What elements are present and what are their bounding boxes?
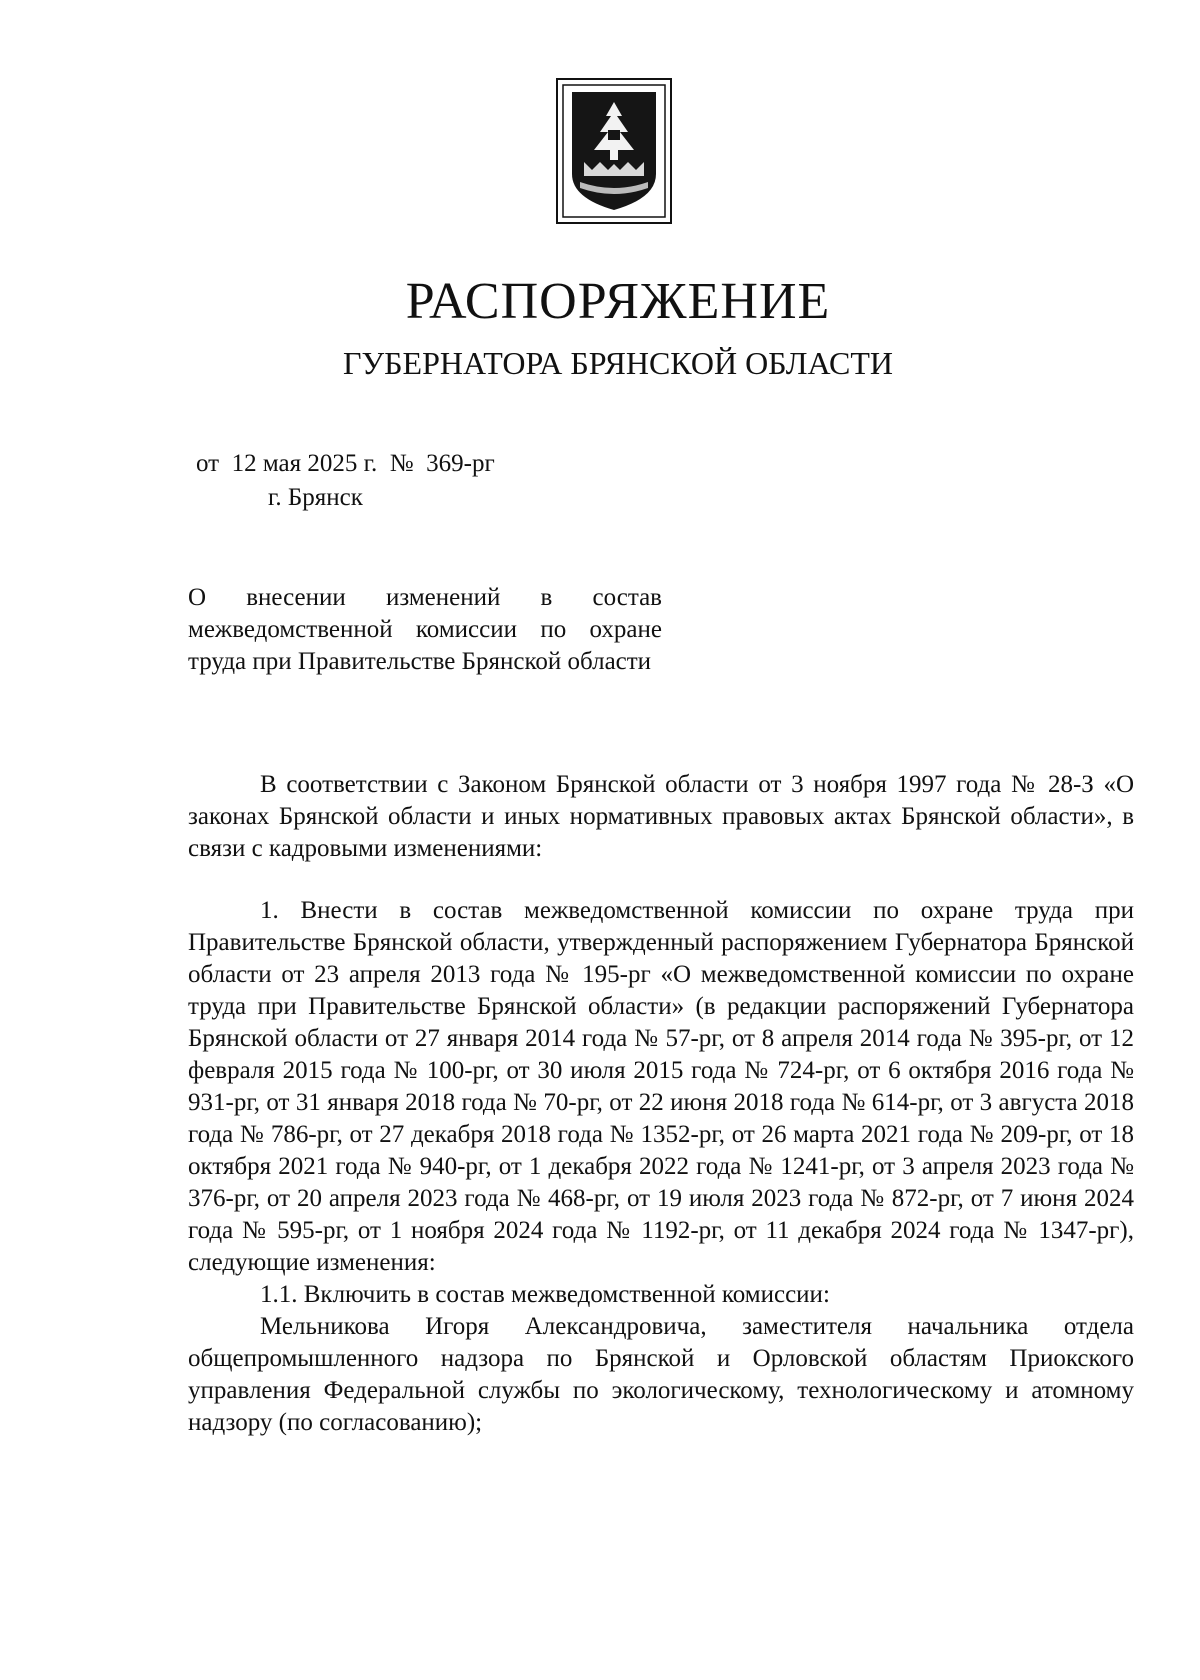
document-title: РАСПОРЯЖЕНИЕ <box>405 273 831 330</box>
document-subject: О внесении изменений в состав межведомственной комиссии по охране труда при Правительстве Брянской области <box>188 584 662 675</box>
city-line: г. Брянск <box>268 484 363 511</box>
paragraph-item-1: 1. Внести в состав межведомственной комиссии по охране труда при Правительстве Брянской области, утвержденный распоряжением Губернатора Брянской области от 23 апреля 2013 года № 195-рг «О межведомственной комиссии по охране труда при Правительстве Брянской области» (в редакции распоряжений Губернатора Брянской области от 27 января 2014 года № 57-рг, от 8 апреля 2014 года № 395-рг, от 12 февраля 2015 года № 100-рг, от 30 июля 2015 года № 724-рг, от 6 октября 2016 года № 931-рг, от 31 января 2018 года № 70-рг, от 22 июня 2018 года № 614-рг, от 3 августа 2018 года № 786-рг, от 27 декабря 2018 года № 1352-рг, от 26 марта 2021 года № 209-рг, от 18 октября 2021 года № 940-рг, от 1 декабря 2022 года № 1241-рг, от 3 апреля 2023 года № 376-рг, от 20 апреля 2023 года № 468-рг, от 19 июля 2023 года № 872-рг, от 7 июня 2024 года № 595-рг, от 1 ноября 2024 года № 1192-рг, от 11 декабря 2024 года № 1347-рг), следующие изменения: <box>188 897 1134 1276</box>
coat-of-arms-emblem <box>556 78 672 224</box>
paragraph-preamble: В соответствии с Законом Брянской области от 3 ноября 1997 года № 28-З «О законах Брянской области и иных нормативных правовых актах Брянской области», в связи с кадровыми изменениями: <box>188 771 1134 862</box>
paragraph-item-1-1: 1.1. Включить в состав межведомственной комиссии: <box>260 1281 830 1308</box>
document-body <box>188 769 1134 1439</box>
paragraph-member: Мельникова Игоря Александровича, заместителя начальника отдела общепромышленного надзора по Брянской и Орловской областям Приокского управления Федеральной службы по экологическому, технологическому и атомному надзору (по согласованию); <box>188 1313 1134 1436</box>
date-and-number: от 12 мая 2025 г. № 369-рг <box>196 450 495 477</box>
document-subtitle: ГУБЕРНАТОРА БРЯНСКОЙ ОБЛАСТИ <box>343 345 893 381</box>
